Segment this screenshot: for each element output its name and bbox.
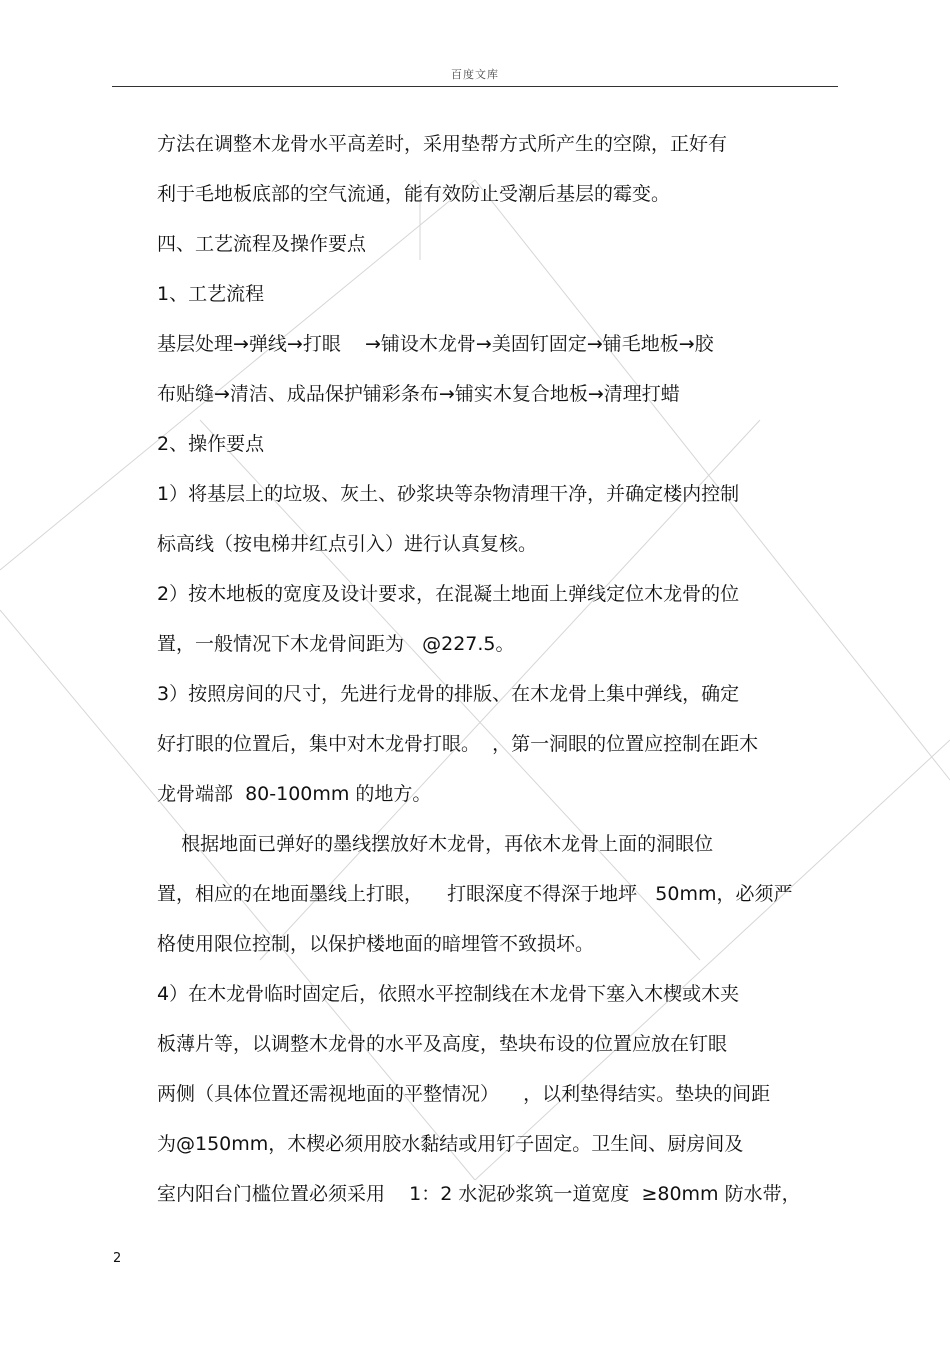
text-line: 4）在木龙骨临时固定后，依照水平控制线在木龙骨下塞入木楔或木夹 (157, 983, 740, 1005)
section-heading: 四、工艺流程及操作要点 (157, 233, 367, 255)
watermark-line (475, 740, 950, 1180)
text-line: 室内阳台门槛位置必须采用 1：2 水泥砂浆筑一道宽度 ≥80mm 防水带， (157, 1183, 801, 1205)
text-line: 布贴缝→清洁、成品保护铺彩条布→铺实木复合地板→清理打蜡 (157, 383, 680, 405)
text-line: 3）按照房间的尺寸，先进行龙骨的排版、在木龙骨上集中弹线，确定 (157, 683, 740, 705)
text-line: 利于毛地板底部的空气流通，能有效防止受潮后基层的霉变。 (157, 183, 671, 205)
text-line: 格使用限位控制，以保护楼地面的暗埋管不致损坏。 (157, 933, 595, 955)
text-line: 龙骨端部 80-100mm 的地方。 (157, 783, 432, 805)
page-header: 百度文库 (451, 68, 499, 81)
header-divider (112, 86, 838, 87)
page-number: 2 (113, 1251, 122, 1266)
text-line: 基层处理→弹线→打眼 →铺设木龙骨→美固钉固定→铺毛地板→胶 (157, 333, 714, 355)
text-line: 1）将基层上的垃圾、灰土、砂浆块等杂物清理干净，并确定楼内控制 (157, 483, 740, 505)
text-line: 好打眼的位置后，集中对木龙骨打眼。 ，第一洞眼的位置应控制在距木 (157, 733, 759, 755)
text-line: 为@150mm，木楔必须用胶水黏结或用钉子固定。卫生间、厨房间及 (157, 1133, 744, 1155)
text-line: 根据地面已弹好的墨线摆放好木龙骨，再依木龙骨上面的洞眼位 (157, 833, 714, 855)
subsection-heading: 1、工艺流程 (157, 283, 265, 305)
text-line: 置，相应的在地面墨线上打眼， 打眼深度不得深于地坪 50mm，必须严 (157, 883, 793, 905)
text-line: 两侧（具体位置还需视地面的平整情况） ，以利垫得结实。垫块的间距 (157, 1083, 771, 1105)
text-line: 板薄片等，以调整木龙骨的水平及高度，垫块布设的位置应放在钉眼 (157, 1033, 728, 1055)
text-line: 2）按木地板的宽度及设计要求，在混凝土地面上弹线定位木龙骨的位 (157, 583, 740, 605)
text-line: 置，一般情况下木龙骨间距为 @227.5。 (157, 633, 515, 655)
text-line: 方法在调整木龙骨水平高差时，采用垫帮方式所产生的空隙，正好有 (157, 133, 728, 155)
subsection-heading: 2、操作要点 (157, 433, 265, 455)
text-line: 标高线（按电梯井红点引入）进行认真复核。 (157, 533, 538, 555)
